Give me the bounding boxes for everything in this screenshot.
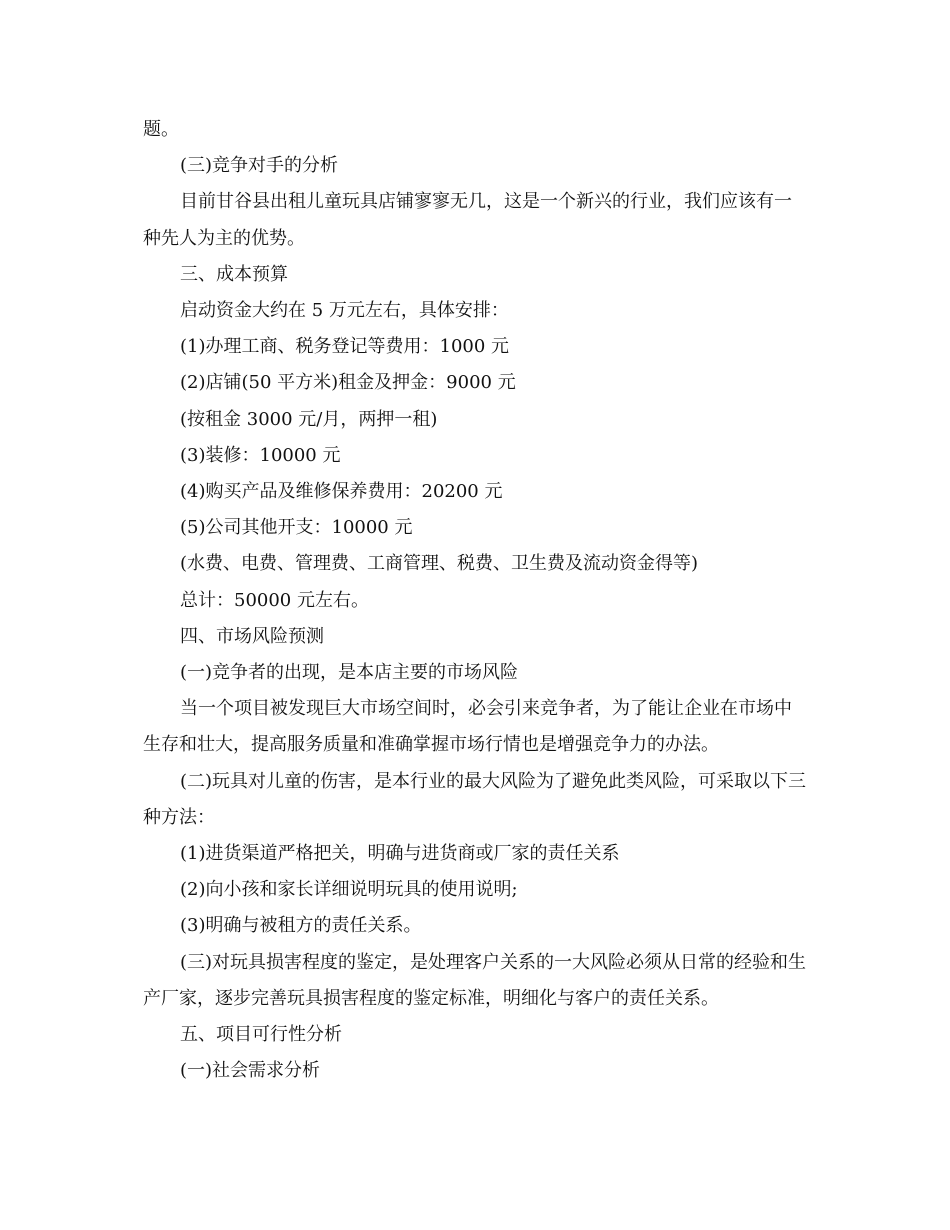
list-item: (4)购买产品及维修保养费用：20200 元 (180, 481, 503, 503)
list-item: (3)装修：10000 元 (180, 444, 341, 466)
paragraph: (三)对玩具损害程度的鉴定，是处理客户关系的一大风险必须从日常的经验和生产厂家，逐步完善玩具损害程度的鉴定标准，明细化与客户的责任关系。 (143, 951, 807, 1009)
section-heading: 五、项目可行性分析 (180, 1024, 342, 1046)
list-item: (5)公司其他开支：10000 元 (180, 517, 413, 539)
section-heading: 四、市场风险预测 (180, 625, 324, 647)
section-heading: 三、成本预算 (180, 263, 288, 285)
paragraph: 目前甘谷县出租儿童玩具店铺寥寥无几，这是一个新兴的行业，我们应该有一种先人为主的优势。 (143, 191, 792, 249)
paragraph: 启动资金大约在 5 万元左右，具体安排： (180, 300, 509, 322)
note-line: (水费、电费、管理费、工商管理、税费、卫生费及流动资金得等) (180, 553, 699, 575)
document-body (143, 112, 808, 1089)
list-item: (3)明确与被租方的责任关系。 (180, 915, 422, 937)
subsection-heading: (一)竞争者的出现，是本店主要的市场风险 (180, 662, 519, 684)
list-item: (2)店铺(50 平方米)租金及押金：9000 元 (180, 372, 516, 394)
subsection-heading: (一)社会需求分析 (180, 1060, 321, 1082)
paragraph: (二)玩具对儿童的伤害，是本行业的最大风险为了避免此类风险，可采取以下三种方法： (143, 770, 807, 828)
list-item: (1)办理工商、税务登记等费用：1000 元 (180, 336, 510, 358)
list-item: (1)进货渠道严格把关，明确与进货商或厂家的责任关系 (180, 843, 620, 865)
paragraph: 当一个项目被发现巨大市场空间时，必会引来竞争者，为了能让企业在市场中生存和壮大，提高服务质量和准确掌握市场行情也是增强竞争力的办法。 (143, 698, 792, 756)
total-line: 总计：50000 元左右。 (180, 589, 369, 611)
section-heading: (三)竞争对手的分析 (180, 155, 339, 177)
paragraph-line: 题。 (143, 119, 179, 140)
note-line: (按租金 3000 元/月，两押一租) (180, 408, 438, 430)
list-item: (2)向小孩和家长详细说明玩具的使用说明; (180, 879, 518, 901)
